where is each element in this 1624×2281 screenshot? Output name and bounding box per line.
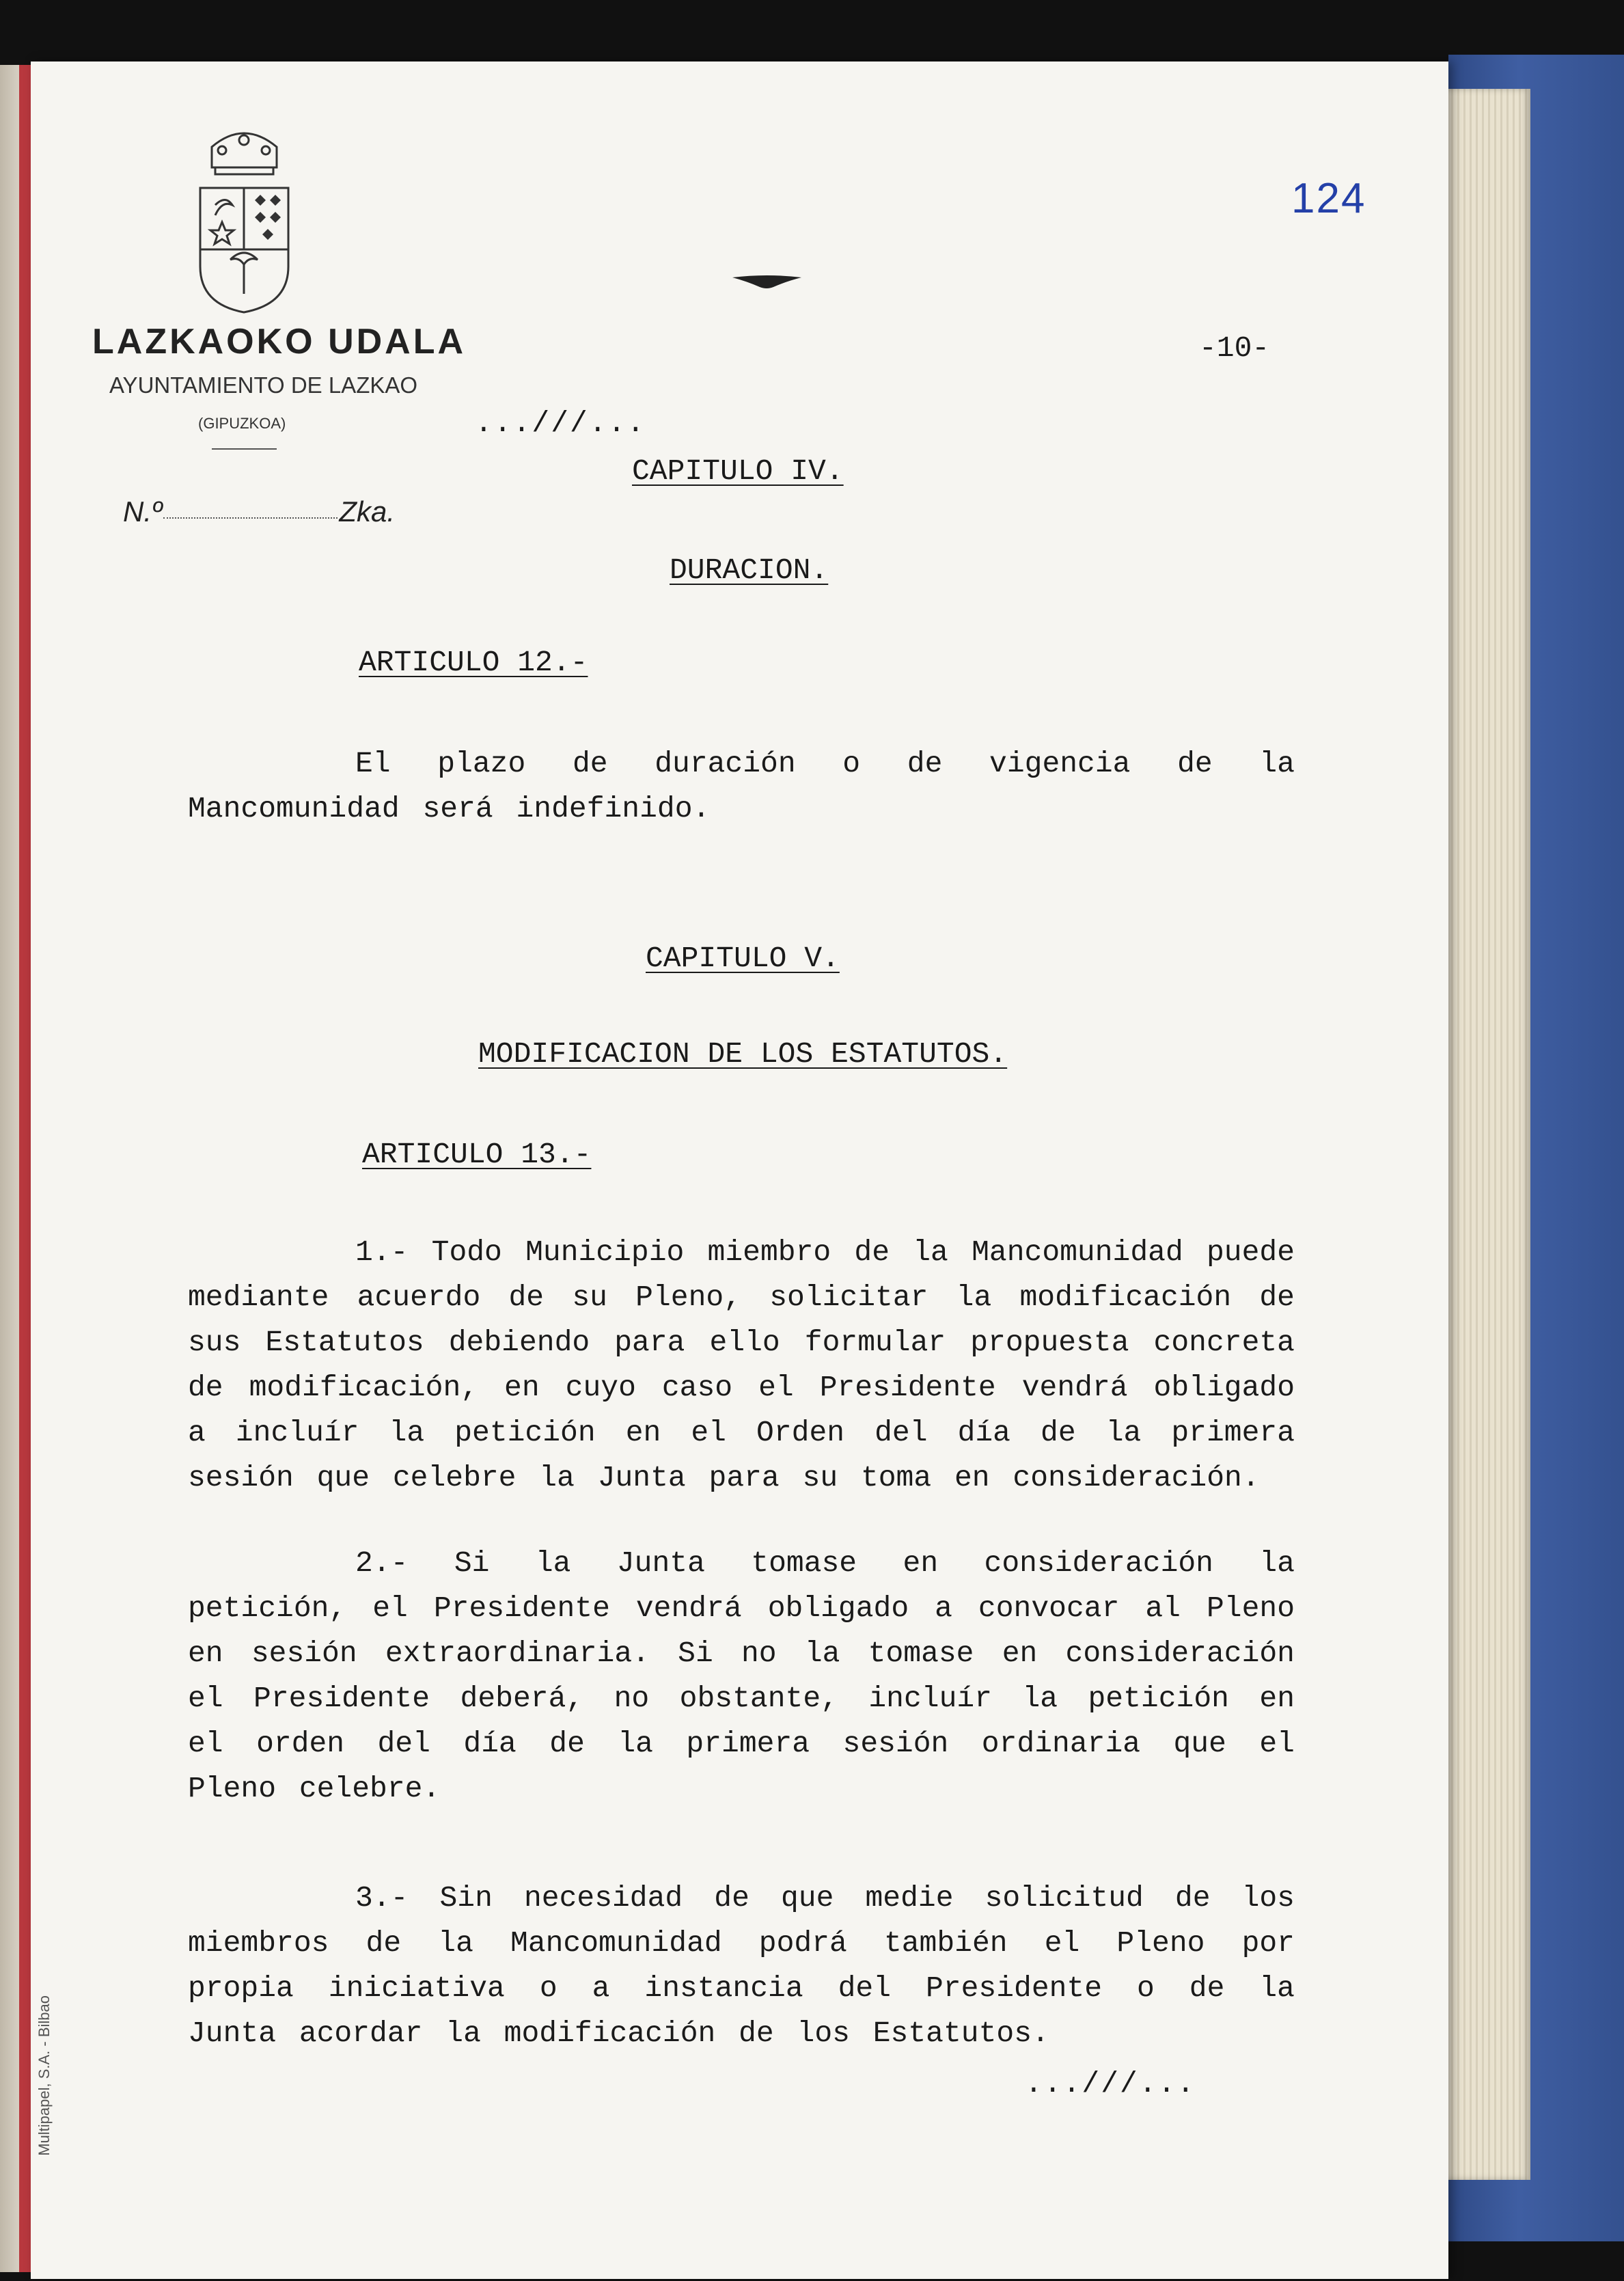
article-13-paragraph-2: 2.- Si la Junta tomase en consideración la petición, el Presidente vendrá obligado a convocar al Pleno en sesión extraordinaria. Si no la tomase en consideración el Presidente deberá, no obstante, incluír la petición en el orden del día de la primera sesión ordinaria que el Pleno celebre. [188,1546,1295,1805]
article-13-heading: ARTICULO 13.- [362,1138,592,1171]
letterhead-subtitle: AYUNTAMIENTO DE LAZKAO [109,372,418,398]
page-edges [1435,89,1530,2180]
chapter-v-subtitle: MODIFICACION DE LOS ESTATUTOS. [478,1037,1008,1071]
coat-of-arms-icon [195,120,294,318]
ornament-icon [731,272,803,291]
printer-mark: Multipapel, S.A. - Bilbao [36,1995,53,2156]
letterhead-divider [212,448,277,450]
reference-number-field [123,495,395,528]
page-number: -10- [1199,331,1270,365]
chapter-iv-subtitle: DURACION. [670,554,829,587]
continuation-marker-top: ...///... [475,407,646,440]
number-blank-line [163,517,338,519]
article-13-paragraph-3: 3.- Sin necesidad de que medie solicitud de los miembros de la Mancomunidad podrá también el Pleno por propia iniciativa o a instancia del Presidente o de la Junta acordar la modificación de los Estatutos. [188,1881,1295,2050]
article-12-heading: ARTICULO 12.- [359,646,588,679]
left-page-edge [0,65,34,2272]
folio-number: 124 [1291,175,1366,222]
continuation-marker-bottom: ...///... [1025,2067,1196,2101]
chapter-v-title: CAPITULO V. [646,942,840,975]
article-12-text: El plazo de duración o de vigencia de la Mancomunidad será indefinido. [188,747,1295,825]
article-13-paragraph-1: 1.- Todo Municipio miembro de la Mancomunidad puede mediante acuerdo de su Pleno, solicitar la modificación de sus Estatutos debiendo para ello formular propuesta concreta de modificación, en cuyo caso el Presidente vendrá obligado a incluír la petición en el Orden del día de la primera sesión que celebre la Junta para su toma en consideración. [188,1235,1295,1494]
number-prefix: N.º [123,495,163,528]
number-suffix: Zka. [339,495,396,528]
chapter-iv-title: CAPITULO IV. [632,454,844,488]
letterhead-title: LAZKAOKO UDALA [92,322,467,361]
letterhead-province: (GIPUZKOA) [198,415,286,432]
